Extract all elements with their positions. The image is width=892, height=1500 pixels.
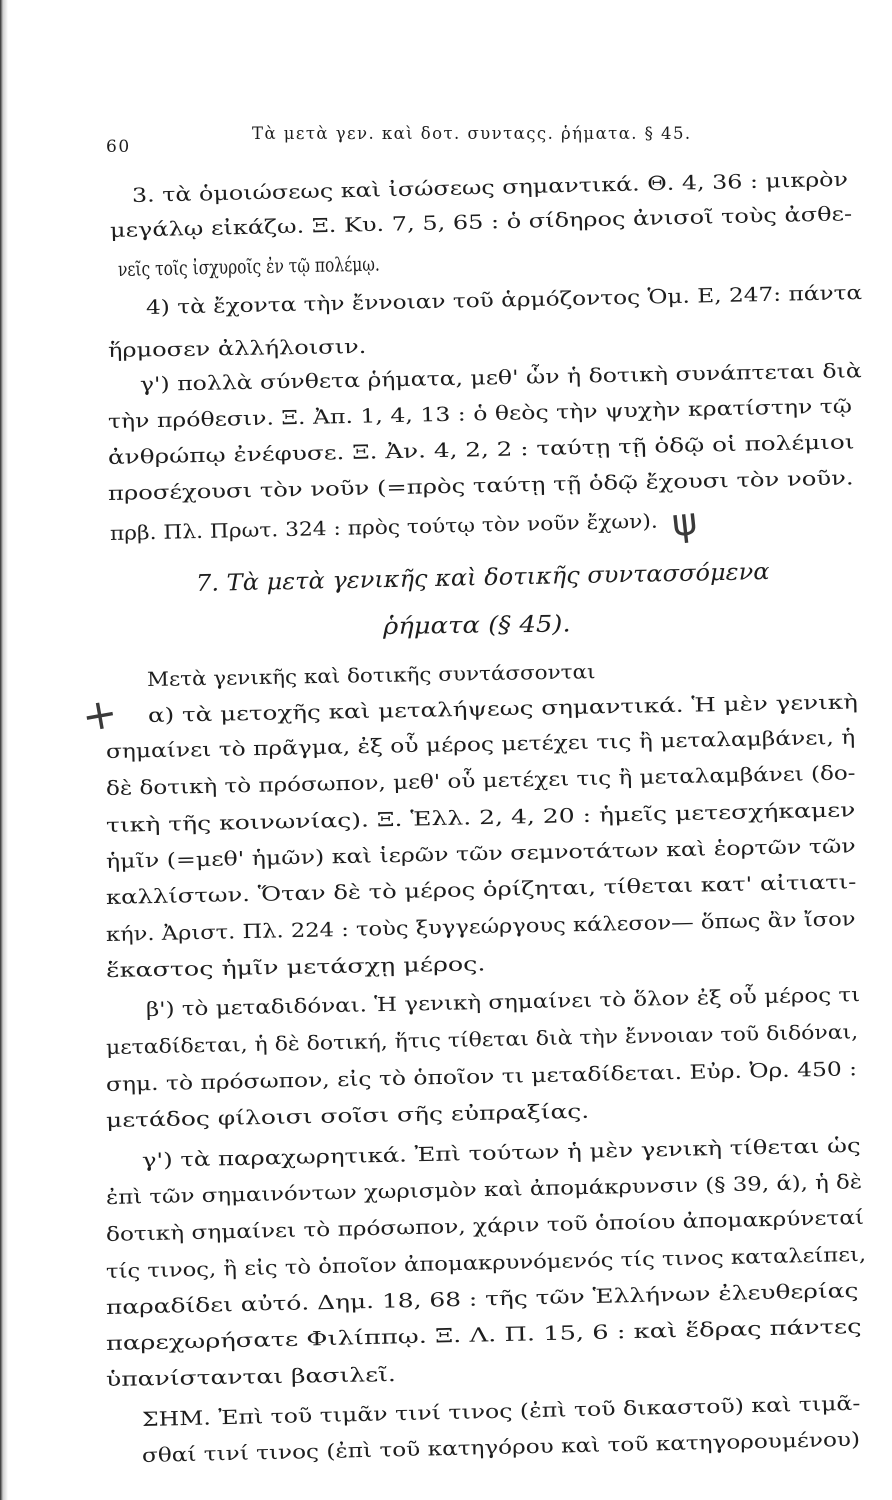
text-line: σημ. τὸ πρόσωπον, εἰς τὸ ὁποῖον τι μεταδίδεται. Εὐρ. Ὀρ. 450 : xyxy=(105,1057,858,1096)
text-line: α) τὰ μετοχῆς καὶ μεταλήψεως σημαντικά. Ἡ μὲν γενικὴ xyxy=(147,690,859,727)
section-title: 7. Τὰ μετὰ γενικῆς καὶ δοτικῆς συντασσόμενα xyxy=(195,558,770,597)
text-line: δὲ δοτικὴ τὸ πρόσωπον, μεθ' οὗ μετέχει τις ἢ μεταλαμβάνει (δο- xyxy=(105,761,856,800)
section-title-continued: ῥήματα (§ 45). xyxy=(382,611,571,640)
text-line: ἡμῖν (=μεθ' ἡμῶν) καὶ ἱερῶν τῶν σεμνοτάτων καὶ ἑορτῶν τῶν xyxy=(105,834,856,873)
text-line: σημαίνει τὸ πρᾶγμα, ἐξ οὗ μέρος μετέχει τις ἢ μεταλαμβάνει, ἡ xyxy=(105,725,856,763)
text-line: πρβ. Πλ. Πρωτ. 324 : πρὸς τούτῳ τὸν νοῦν ἔχων). xyxy=(109,509,658,545)
text-line: γ') τὰ παραχωρητικά. Ἐπὶ τούτων ἡ μὲν γενικὴ τίθεται ὡς xyxy=(141,1133,861,1172)
page-number: 60 xyxy=(106,137,131,157)
text-line: ἐπὶ τῶν σημαινόντων χωρισμὸν καὶ ἀπομάκρυνσιν (§ 39, ά), ἡ δὲ xyxy=(105,1170,863,1209)
text-line: ὑπανίστανται βασιλεῖ. xyxy=(105,1362,397,1391)
handwritten-plus-mark: + xyxy=(78,687,122,742)
text-line: ἥρμοσεν ἀλλήλοισιν. xyxy=(107,334,367,362)
text-line: καλλίστων. Ὅταν δὲ τὸ μέρος ὁρίζηται, τίθεται κατ' αἰτιατι- xyxy=(105,870,857,909)
text-line: β') τὸ μεταδιδόναι. Ἡ γενικὴ σημαίνει τὸ ὅλον ἐξ οὗ μέρος τι xyxy=(145,983,861,1021)
text-line: νεῖς τοῖς ἰσχυροῖς ἐν τῷ πολέμῳ. xyxy=(117,252,381,281)
text-line: Μετὰ γενικῆς καὶ δοτικῆς συντάσσονται xyxy=(146,660,596,691)
handwritten-psi-mark: ψ xyxy=(669,498,700,546)
text-line: κήν. Ἀριστ. Πλ. 224 : τοὺς ξυγγεώργους κάλεσον— ὅπως ἂν ἴσον xyxy=(105,907,856,946)
text-line: προσέχουσι τὸν νοῦν (=πρὸς ταύτῃ τῇ ὁδῷ ἔχουσι τὸν νοῦν. xyxy=(107,466,854,505)
text-line: παρεχωρήσατε Φιλίππῳ. Ξ. Λ. Π. 15, 6 : καὶ ἕδρας πάντες xyxy=(105,1314,862,1355)
text-line: τὴν πρόθεσιν. Ξ. Ἀπ. 1, 4, 13 : ὁ θεὸς τὴν ψυχὴν κρατίστην τῷ xyxy=(107,394,853,433)
text-line: ἕκαστος ἡμῖν μετάσχῃ μέρος. xyxy=(105,952,486,982)
text-line: τικὴ τῆς κοινωνίας). Ξ. Ἑλλ. 2, 4, 20 : ἡμεῖς μετεσχήκαμεν xyxy=(105,798,856,837)
text-line: μεγάλῳ εἰκάζω. Ξ. Κυ. 7, 5, 65 : ὁ σίδηρος ἀνισοῖ τοὺς ἀσθε- xyxy=(109,202,853,242)
text-line: γ') πολλὰ σύνθετα ῥήματα, μεθ' ὧν ἡ δοτικὴ συνάπτεται διὰ xyxy=(139,359,862,396)
text-line: σθαί τινί τινος (ἐπὶ τοῦ κατηγόρου καὶ τοῦ κατηγορουμένου) xyxy=(141,1427,861,1467)
running-head: Τὰ μετὰ γεν. καὶ δοτ. συνταςς. ῥήματα. § 45. xyxy=(252,124,692,144)
text-line: μεταδίδεται, ἡ δὲ δοτική, ἥτις τίθεται διὰ τὴν ἔννοιαν τοῦ διδόναι, xyxy=(105,1020,859,1059)
text-line: 3. τὰ ὁμοιώσεως καὶ ἰσώσεως σημαντικά. Θ. 4, 36 : μικρὸν xyxy=(131,167,849,207)
text-line: μετάδος φίλοισι σοῖσι σῆς εὐπραξίας. xyxy=(105,1099,590,1132)
text-line: ΣΗΜ. Ἐπὶ τοῦ τιμᾶν τινί τινος (ἐπὶ τοῦ δικαστοῦ) καὶ τιμᾶ- xyxy=(141,1391,861,1431)
text-line: ἀνθρώπῳ ἐνέφυσε. Ξ. Ἀν. 4, 2, 2 : ταύτῃ τῇ ὁδῷ οἱ πολέμιοι xyxy=(107,430,855,469)
text-line: δοτικὴ σημαίνει τὸ πρόσωπον, χάριν τοῦ ὁποίου ἀπομακρύνεταί xyxy=(105,1205,865,1246)
text-line: παραδίδει αὐτό. Δημ. 18, 68 : τῆς τῶν Ἑλλήνων ἐλευθερίας xyxy=(105,1278,859,1319)
text-line: 4) τὰ ἔχοντα τὴν ἔννοιαν τοῦ ἁρμόζοντος Ὁμ. Ε, 247: πάντα xyxy=(145,281,863,319)
text-line: τίς τινος, ἢ εἰς τὸ ὁποῖον ἀπομακρυνόμενός τίς τινος καταλείπει, xyxy=(105,1242,867,1283)
